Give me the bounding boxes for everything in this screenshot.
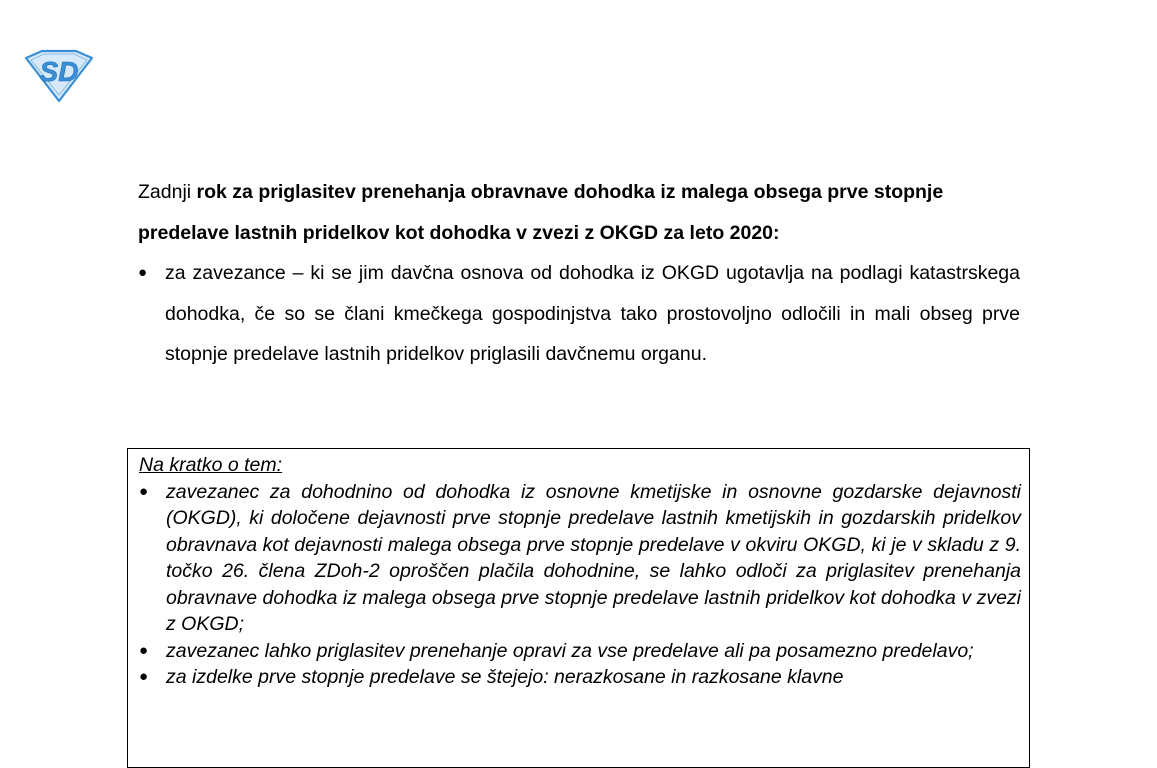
list-item [139, 664, 1021, 691]
bullet-icon: ● [139, 641, 149, 659]
list-item [139, 479, 1021, 638]
main-list [138, 253, 1020, 375]
list-item [138, 253, 1020, 375]
heading-colon: : [773, 221, 780, 244]
list-item-text: za izdelke prve stopnje predelave se štejejo: nerazkosane in razkosane klavne [166, 666, 844, 688]
logo-text: SD [39, 56, 79, 87]
bullet-icon: ● [139, 668, 149, 685]
heading-lead: Zadnji [138, 181, 192, 203]
sd-shield-logo-icon [22, 48, 96, 104]
bullet-icon: ● [139, 482, 149, 500]
list-item-text: zavezanec lahko priglasitev prenehanje opravi za vse predelave ali pa posamezno predelavo; [166, 639, 974, 662]
summary-box [127, 448, 1030, 768]
list-item-text: za zavezance – ki se jim davčna osnova od dohodka iz OKGD ugotavlja na podlagi katastrskega dohodka, če so se člani kmečkega gospodinjstva tako prostovoljno odločili in mali obseg prve stopnje predelave lastnih pridelkov priglasili davčnemu organu. [165, 262, 1020, 365]
list-item [139, 638, 1021, 665]
bullet-icon: ● [138, 264, 148, 281]
summary-list [139, 479, 1021, 691]
list-item-text: zavezanec za dohodnino od dohodka iz osnovne kmetijske in osnovne gozdarske dejavnosti (OKGD), ki določene dejavnosti prve stopnje predelave lastnih kmetijskih in gozdarskih pridelkov obravnava kot dejavnosti malega obsega prve stopnje predelave v okviru OKGD, ki je v skladu z 9. točko 26. člena ZDoh-2 oproščen plačila dohodnine, se lahko odloči za priglasitev prenehanja obravnave dohodka iz malega obsega prve stopnje predelave lastnih pridelkov kot dohodka v zvezi z OKGD; [166, 480, 1021, 635]
deadline-heading [138, 172, 1020, 253]
summary-box-title: Na kratko o tem: [139, 454, 283, 476]
heading-bold: rok za priglasitev prenehanja obravnave dohodka iz malega obsega prve stopnje predelave lastnih pridelkov kot dohodka v zvezi z OKGD za leto 2020 [138, 181, 944, 244]
